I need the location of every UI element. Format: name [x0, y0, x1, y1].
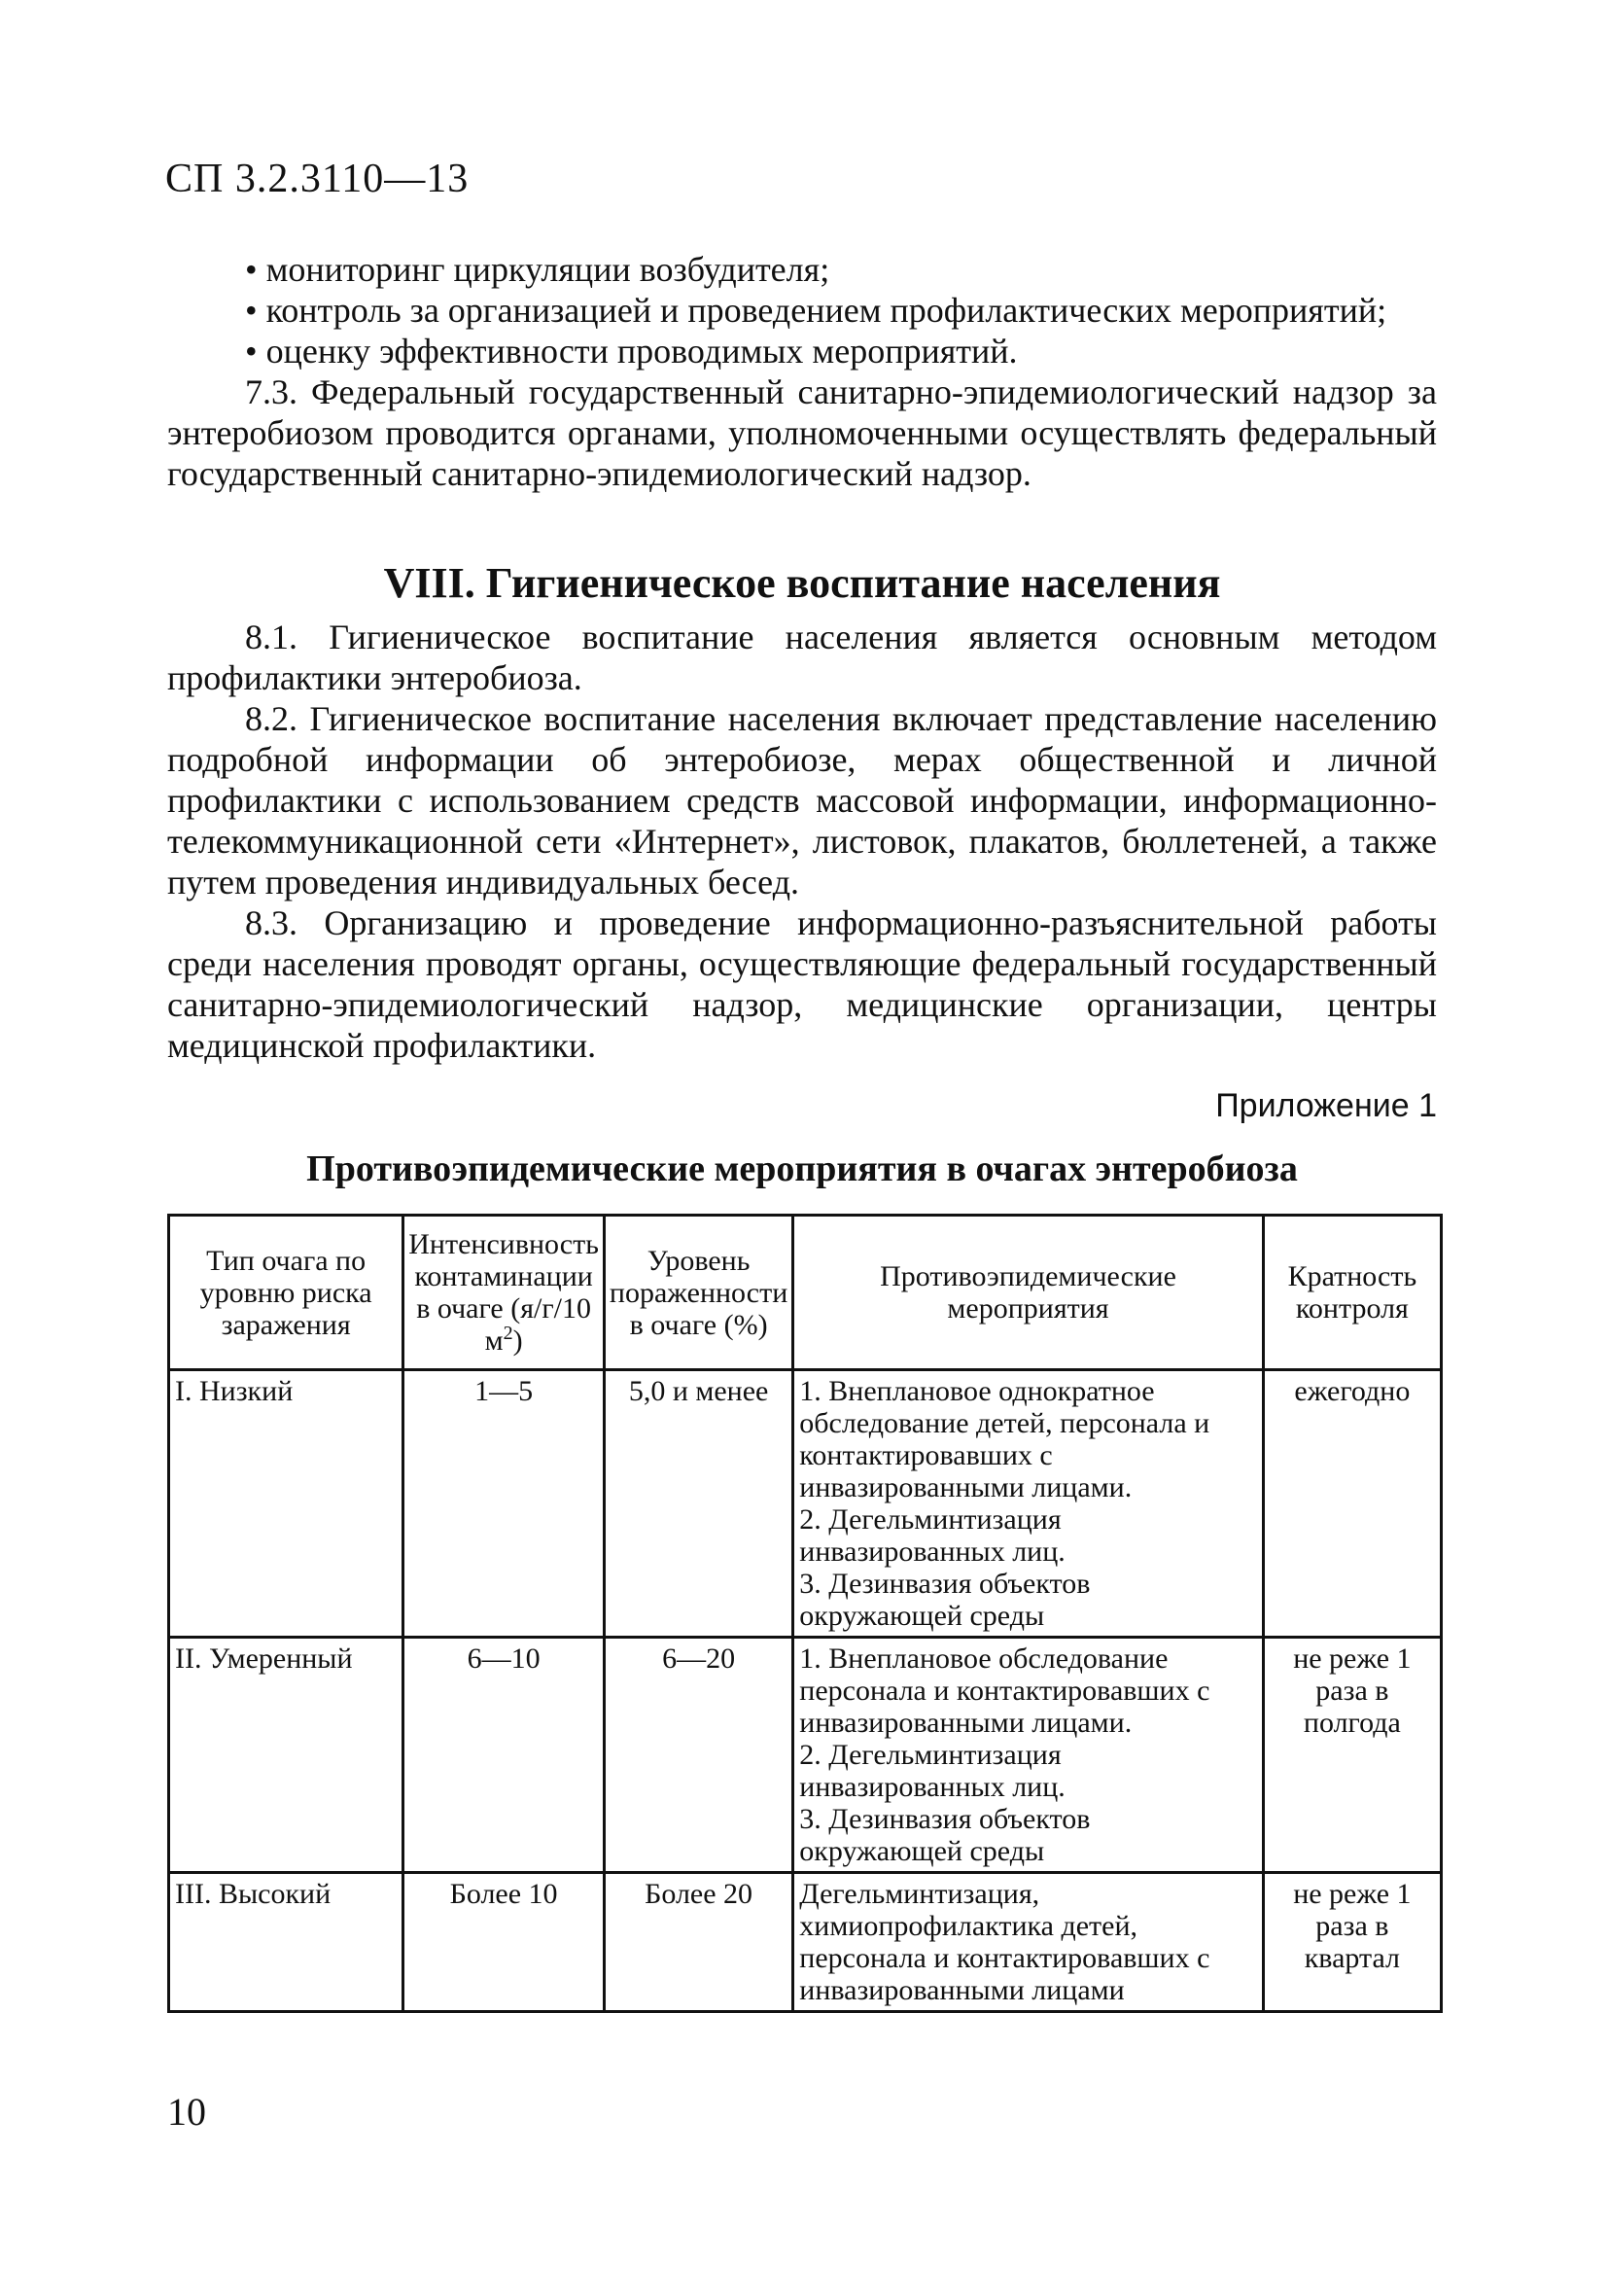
cell-level: 5,0 и менее	[604, 1370, 792, 1638]
cell-type: II. Умеренный	[169, 1638, 403, 1873]
cell-frequency: не реже 1 раза в квартал	[1263, 1873, 1441, 2012]
cell-type: I. Низкий	[169, 1370, 403, 1638]
bullet-item: • оценку эффективности проводимых мероприятий.	[245, 332, 1018, 371]
table-row	[169, 1370, 1442, 1638]
header-measures: Противоэпидемические мероприятия	[793, 1216, 1263, 1370]
cell-level: Более 20	[604, 1873, 792, 2012]
page-number: 10	[167, 2090, 206, 2134]
intro-block	[167, 249, 1437, 494]
header-intensity-text: Интенсивность контаминации в очаге (я/г/10 м	[408, 1228, 599, 1357]
header-intensity-end: )	[512, 1325, 523, 1357]
cell-measures	[793, 1873, 1263, 2012]
cell-frequency: ежегодно	[1263, 1370, 1441, 1638]
measure-item: Дегельминтизация, химиопрофилактика детей, персонала и контактировавших с инвазированными лицами	[799, 1878, 1210, 2006]
measures-table	[167, 1214, 1443, 2013]
cell-measures	[793, 1638, 1263, 1873]
table-row	[169, 1638, 1442, 1873]
cell-type: III. Высокий	[169, 1873, 403, 2012]
paragraph-8-1: 8.1. Гигиеническое воспитание населения является основным методом профилактики энтеробиоза.	[167, 618, 1437, 697]
measure-item: 3. Дезинвазия объектов окружающей среды	[799, 1803, 1091, 1867]
cell-level: 6—20	[604, 1638, 792, 1873]
measure-item: 1. Внеплановое однократное обследование детей, персонала и контактировавших с инвазированными лицами.	[799, 1375, 1210, 1503]
bullet-item: • мониторинг циркуляции возбудителя;	[245, 250, 830, 289]
table-row	[169, 1873, 1442, 2012]
cell-intensity: Более 10	[403, 1873, 605, 2012]
cell-frequency: не реже 1 раза в полгода	[1263, 1638, 1441, 1873]
header-intensity	[403, 1216, 605, 1370]
cell-intensity: 1—5	[403, 1370, 605, 1638]
section-heading: VIII. Гигиеническое воспитание населения	[383, 559, 1221, 607]
cell-intensity: 6—10	[403, 1638, 605, 1873]
paragraph-8-2: 8.2. Гигиеническое воспитание населения включает представление населению подробной информации об энтеробиозе, мерах общественной и личной профилактики с использованием средств массовой информации, информационно-телекоммуникационной сети «Интернет», листовок, плакатов, бюллетеней, а также путем проведения индивидуальных бесед.	[167, 699, 1437, 901]
document-code: СП 3.2.3110—13	[165, 157, 470, 201]
header-focus-type: Тип очага по уровню риска заражения	[169, 1216, 403, 1370]
paragraph-7-3: 7.3. Федеральный государственный санитарно-эпидемиологический надзор за энтеробиозом проводится органами, уполномоченными осуществлять федеральный государственный санитарно-эпидемиологический надзор.	[167, 372, 1437, 493]
header-frequency: Кратность контроля	[1263, 1216, 1441, 1370]
table-title: Противоэпидемические мероприятия в очагах энтеробиоза	[306, 1148, 1298, 1189]
paragraph-8-3: 8.3. Организацию и проведение информационно-разъяснительной работы среди населения проводят органы, осуществляющие федеральный государственный санитарно-эпидемиологический надзор, медицинские организации, центры медицинской профилактики.	[167, 903, 1437, 1065]
cell-measures	[793, 1370, 1263, 1638]
measure-item: 2. Дегельминтизация инвазированных лиц.	[799, 1739, 1066, 1803]
header-intensity-sup: 2	[503, 1323, 513, 1344]
measure-item: 1. Внеплановое обследование персонала и контактировавших с инвазированными лицами.	[799, 1643, 1210, 1739]
measure-item: 3. Дезинвазия объектов окружающей среды	[799, 1568, 1091, 1632]
measure-item: 2. Дегельминтизация инвазированных лиц.	[799, 1503, 1066, 1568]
section-8-body	[167, 617, 1437, 1066]
header-level: Уровень пораженности в очаге (%)	[604, 1216, 792, 1370]
appendix-label: Приложение 1	[1215, 1087, 1437, 1124]
table-header-row	[169, 1216, 1442, 1370]
bullet-item: • контроль за организацией и проведением профилактических мероприятий;	[245, 291, 1387, 330]
